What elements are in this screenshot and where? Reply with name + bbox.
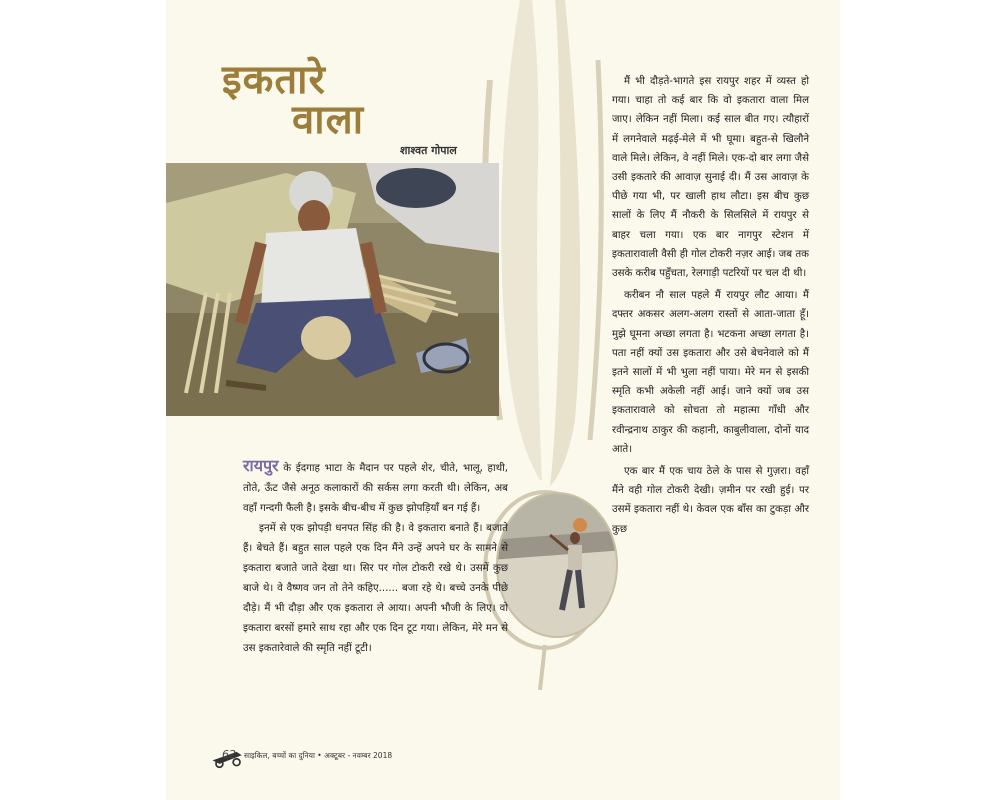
article-left-column — [243, 456, 508, 659]
paragraph: इनमें से एक झोपड़ी धनपत सिंह की है। वे इकतारा बनाते हैं। बजाते हैं। बेचते हैं। बहुत साल पहले एक दिन मैंने उन्हें अपने घर के सामने से इकतारा बजाते जाते देखा था। सिर पर गोल टोकरी रखे थे। उसमें कुछ बाजे थे। वे वैष्णव जन तो तेने कहिए...... बजा रहे थे। बच्चे उनके पीछे दौड़े। मैं भी दौड़ा और एक इकतारा ले आया। अपनी भौजी के लिए। वो इकतारा बरसों हमारे साथ रहा और एक दिन टूट गया। लेकिन, मेरे मन से उस इकतारेवाले की स्मृति नहीं टूटी। — [243, 523, 508, 654]
author-name: शाश्वत गोपाल — [400, 144, 457, 157]
title-line-1: इकतारे — [222, 56, 326, 103]
footer-publication: साइकिल, बच्चों का दुनिया • अक्टूबर - नवम्बर 2018 — [244, 751, 393, 760]
ektara-maker-photo — [166, 163, 499, 416]
paragraph: करीबन नौ साल पहले मैं रायपुर लौट आया। मैं दफ्तर अकसर अलग-अलग रास्तों से आता-जाता हूँ। मुझे घूमना अच्छा लगता है। भटकना अच्छा लगता है। पता नहीं क्यों उस इकतारा और उसे बेचनेवाले को मैं इतने सालों में भी भुला नहीं पाया। मेरे मन से इसकी स्मृति कभी अकेली नहीं आई। जाने क्यों जब उस इकतारावाले को सोचता तो महात्मा गाँधी और रवीन्द्रनाथ ठाकुर की कहानी, काबुलीवाला, दोनों याद आते। — [612, 290, 809, 455]
article-right-column — [612, 72, 809, 539]
paragraph-opening — [243, 456, 508, 519]
ektara-seller-walking-photo — [490, 490, 625, 650]
paragraph-text: के ईदगाह भाटा के मैदान पर पहले शेर, चीते, भालू, हाथी, तोते, ऊँट जैसे अनूठ कलाकारों की सर्कस लगा करती थी। लेकिन, अब वहाँ गन्दगी फैली है। इसके बीच-बीच में कुछ झोपड़ियाँ बन गई हैं। — [243, 463, 508, 514]
article-title — [222, 50, 472, 143]
paragraph: एक बार मैं एक चाय ठेले के पास से गुज़रा। वहाँ मैंने वही गोल टोकरी देखी। ज़मीन पर रखी हुई। पर उसमें इकतारा नहीं थे। केवल एक बाँस का टुकड़ा और कुछ — [612, 466, 809, 535]
title-line-2: वाला — [292, 96, 365, 143]
drop-word: रायपुर — [243, 456, 279, 475]
paragraph: मैं भी दौड़ते-भागते इस रायपुर शहर में व्यस्त हो गया। चाहा तो कई बार कि वो इकतारा वाला मिल जाए। लेकिन नहीं मिला। कई साल बीत गए। त्यौहारों में लगनेवाले मढ़ई-मेले में भी घूमा। बहुत-से खिलौने वाले मिले। लेकिन, वे नहीं मिले। एक-दो बार लगा जैसे उसी इकतारे की आवाज़ सुनाई दी। मैं उस आवाज़ के पीछे गया भी, पर खाली हाथ लौटा। इस बीच कुछ सालों के लिए मैं नौकरी के सिलसिले में रायपुर से बाहर चला गया। एक बार नागपुर स्टेशन में इकतारावाली वैसी ही गोल टोकरी नज़र आई। जब तक उसके करीब पहुँचता, रेलगाड़ी पटरियों पर चल दी थी। — [612, 76, 809, 280]
page-number: 62 — [222, 748, 236, 761]
